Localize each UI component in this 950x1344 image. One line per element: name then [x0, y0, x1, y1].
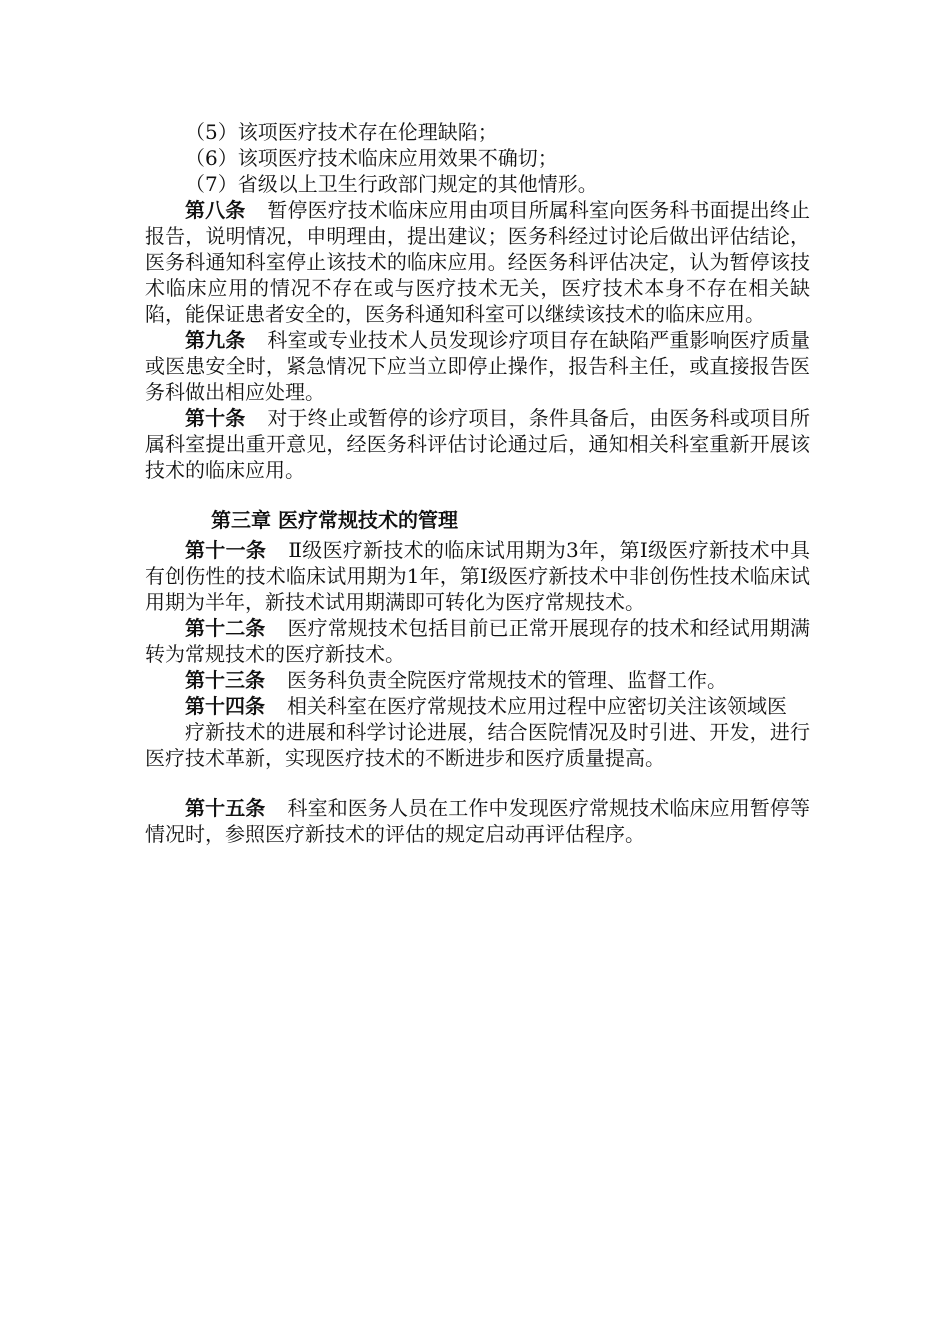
- article-14-continuation: 疗新技术的进展和科学讨论进展，结合医院情况及时引进、开发，进行医疗技术革新，实现医疗技术的不断进步和医疗质量提高。: [145, 720, 810, 770]
- chapter-title: 第三章 医疗常规技术的管理: [211, 508, 458, 532]
- list-item: （5）该项医疗技术存在伦理缺陷；: [185, 120, 498, 144]
- article-15: [145, 795, 810, 847]
- article-text: Ⅱ级医疗新技术的临床试用期为3年，第Ⅰ级医疗新技术中具有创伤性的技术临床试用期为1年，第Ⅰ级医疗新技术中非创伤性技术临床试用期为半年，新技术试用期满即可转化为医疗常规技术。: [145, 538, 811, 614]
- article-12: [145, 615, 810, 667]
- article-label: 第十二条: [185, 616, 266, 640]
- blank-line: [145, 771, 810, 795]
- article-label: 第十一条: [185, 538, 267, 562]
- document-page: [145, 119, 810, 847]
- article-10: [145, 405, 810, 483]
- article-label: 第十条: [185, 406, 246, 430]
- article-text: 科室或专业技术人员发现诊疗项目存在缺陷严重影响医疗质量或医患安全时，紧急情况下应当立即停止操作，报告科主任，或直接报告医务科做出相应处理。: [145, 328, 811, 404]
- list-item: （6）该项医疗技术临床应用效果不确切；: [185, 146, 558, 170]
- article-text: 医务科负责全院医疗常规技术的管理、监督工作。: [287, 668, 727, 692]
- article-11: [145, 537, 810, 615]
- article-label: 第八条: [185, 198, 246, 222]
- article-14: [145, 693, 810, 719]
- article-label: 第十三条: [185, 668, 265, 692]
- article-label: 第九条: [185, 328, 246, 352]
- article-label: 第十四条: [185, 694, 265, 718]
- article-13: [145, 667, 810, 693]
- article-text: 暂停医疗技术临床应用由项目所属科室向医务科书面提出终止报告，说明情况，申明理由，提出建议；医务科经过讨论后做出评估结论，医务科通知科室停止该技术的临床应用。经医务科评估决定，认为暂停该技术临床应用的情况不存在或与医疗技术无关，医疗技术本身不存在相关缺陷，能保证患者安全的，医务科通知科室可以继续该技术的临床应用。: [145, 198, 811, 326]
- article-text: 对于终止或暂停的诊疗项目，条件具备后，由医务科或项目所属科室提出重开意见，经医务科评估讨论通过后，通知相关科室重新开展该技术的临床应用。: [145, 406, 811, 482]
- article-9: [145, 327, 810, 405]
- article-8: [145, 197, 810, 327]
- article-text: 相关科室在医疗常规技术应用过程中应密切关注该领域医: [287, 694, 787, 718]
- article-label: 第十五条: [185, 796, 266, 820]
- list-item: （7）省级以上卫生行政部门规定的其他情形。: [185, 172, 598, 196]
- article-text: 科室和医务人员在工作中发现医疗常规技术临床应用暂停等情况时，参照医疗新技术的评估的规定启动再评估程序。: [145, 796, 811, 846]
- article-text: 医疗常规技术包括目前已正常开展现存的技术和经试用期满转为常规技术的医疗新技术。: [145, 616, 811, 666]
